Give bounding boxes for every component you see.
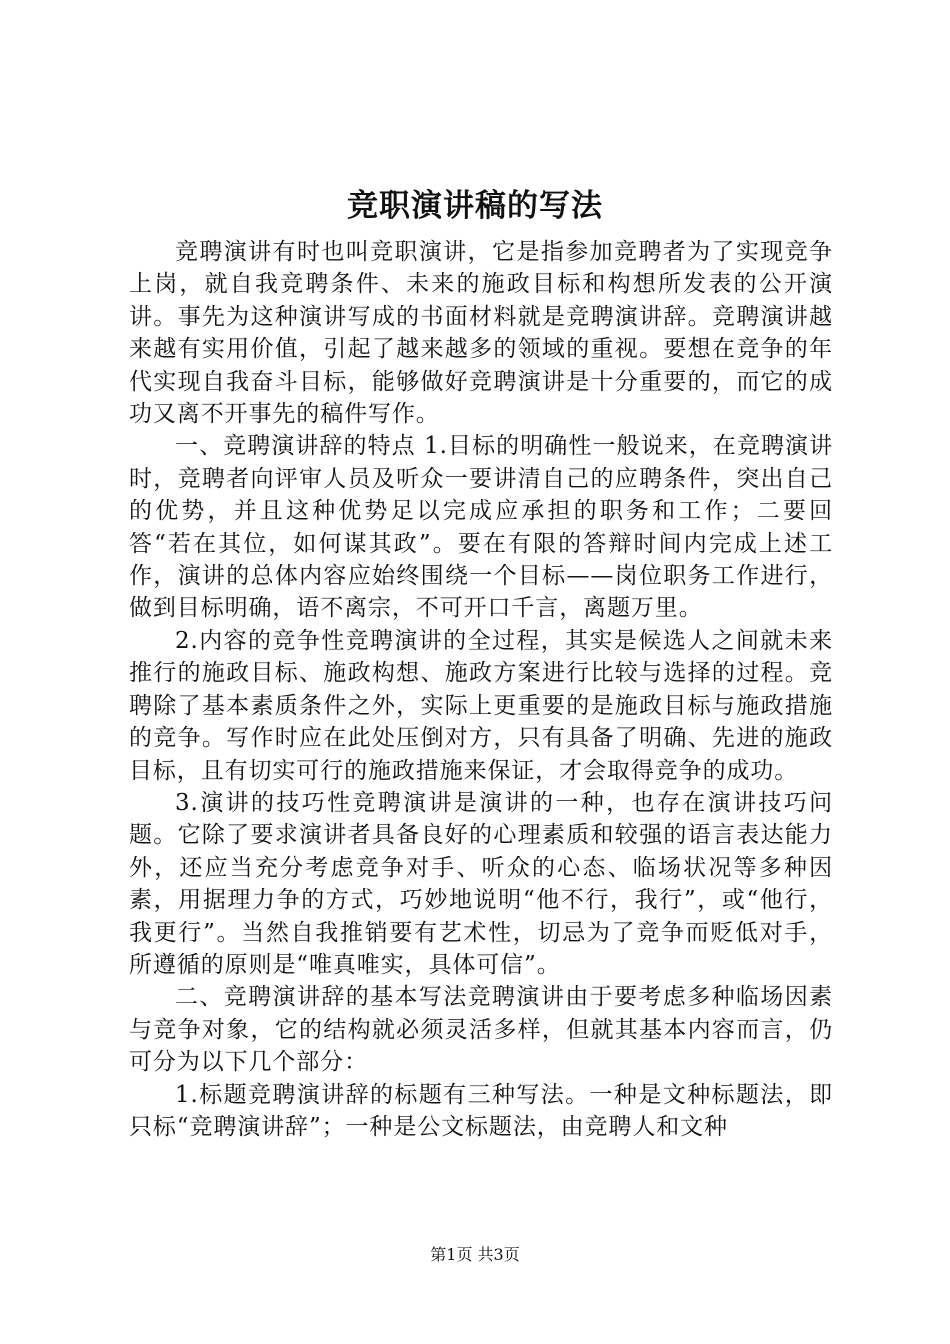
- paragraph-point-2: 2.内容的竞争性竞聘演讲的全过程，其实是候选人之间就未来推行的施政目标、施政构想、施政方案进行比较与选择的过程。竞聘除了基本素质条件之外，实际上更重要的是施政目标与施政措施的竞争。写作时应在此处压倒对方，只有具备了明确、先进的施政目标，且有切实可行的施政措施来保证，才会取得竞争的成功。: [129, 627, 833, 784]
- document-body: [129, 236, 833, 1143]
- paragraph-section-1-point-1: 一、竞聘演讲辞的特点 1.目标的明确性一般说来，在竞聘演讲时，竞聘者向评审人员及听众一要讲清自己的应聘条件，突出自己的优势，并且这种优势足以完成应承担的职务和工作；二要回答“若在其位，如何谋其政”。要在有限的答辩时间内完成上述工作，演讲的总体内容应始终围绕一个目标——岗位职务工作进行，做到目标明确，语不离宗，不可开口千言，离题万里。: [129, 433, 833, 622]
- document-title: 竞职演讲稿的写法: [347, 188, 603, 224]
- paragraph-title-method: 1.标题竞聘演讲辞的标题有三种写法。一种是文种标题法，即只标“竞聘演讲辞”；一种是公文标题法，由竞聘人和文种: [129, 1081, 833, 1140]
- paragraph-point-3: 3.演讲的技巧性竞聘演讲是演讲的一种，也存在演讲技巧问题。它除了要求演讲者具备良好的心理素质和较强的语言表达能力外，还应当充分考虑竞争对手、听众的心态、临场状况等多种因素，用据理力争的方式，巧妙地说明“他不行，我行”，或“他行，我更行”。当然自我推销要有艺术性，切忌为了竞争而贬低对手，所遵循的原则是“唯真唯实，具体可信”。: [129, 789, 833, 978]
- paragraph-intro: 竞聘演讲有时也叫竞职演讲，它是指参加竞聘者为了实现竞争上岗，就自我竞聘条件、未来的施政目标和构想所发表的公开演讲。事先为这种演讲写成的书面材料就是竞聘演讲辞。竞聘演讲越来越有实用价值，引起了越来越多的领域的重视。要想在竞争的年代实现自我奋斗目标，能够做好竞聘演讲是十分重要的，而它的成功又离不开事先的稿件写作。: [129, 239, 833, 428]
- paragraph-section-2: 二、竞聘演讲辞的基本写法竞聘演讲由于要考虑多种临场因素与竞争对象，它的结构就必须灵活多样，但就其基本内容而言，仍可分为以下几个部分：: [129, 984, 833, 1076]
- page-number-footer: 第1页 共3页: [430, 1245, 520, 1264]
